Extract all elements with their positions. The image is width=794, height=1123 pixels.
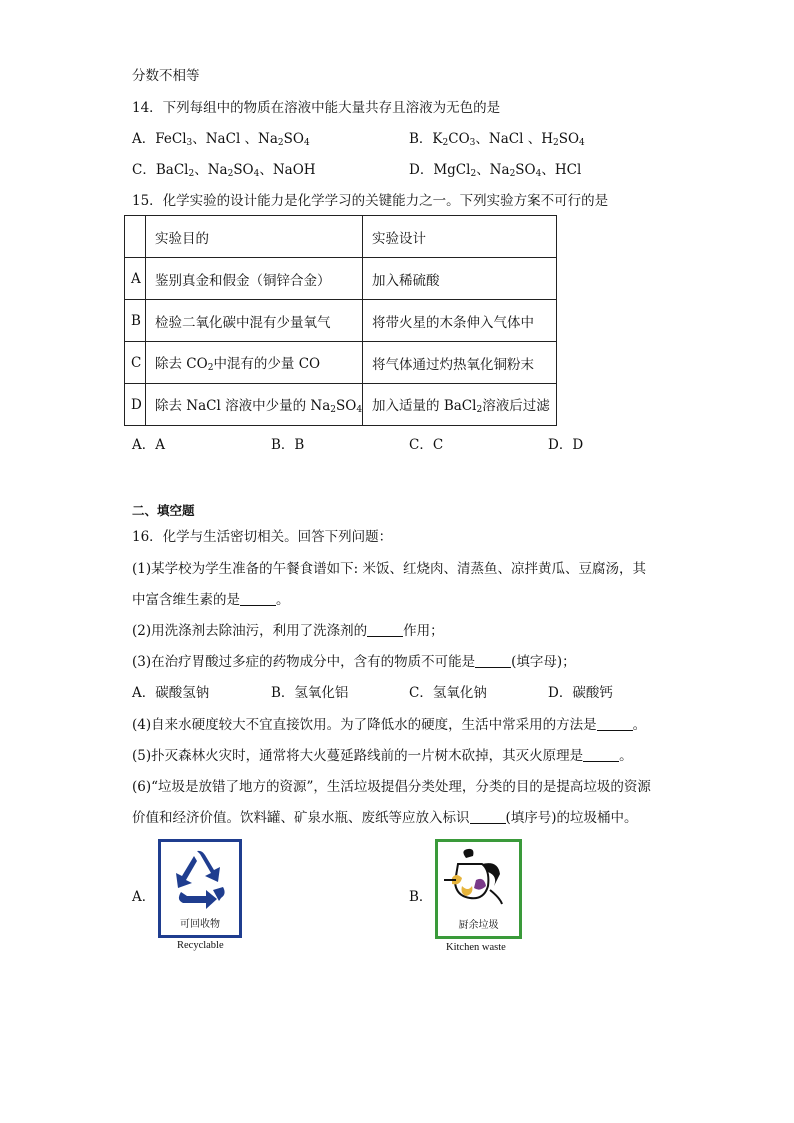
q16-option-b[interactable]: B．氢氧化铝 (271, 685, 349, 701)
recyclable-sign-text: 可回收物 (180, 919, 220, 930)
q16-part6-line1: (6)“垃圾是放错了地方的资源”，生活垃圾提倡分类处理，分类的目的是提高垃圾的资源 (132, 779, 651, 795)
bin-option-a-label: A． (132, 889, 156, 905)
q16-part1-line1: (1)某学校为学生准备的午餐食谱如下: 米饭、红烧肉、清蒸鱼、凉拌黄瓜、豆腐汤，其 (132, 561, 646, 577)
q16-part1-line2: 中富含维生素的是 。 (132, 592, 290, 608)
q16-option-d[interactable]: D．碳酸钙 (548, 685, 613, 701)
answer-blank[interactable] (583, 748, 619, 762)
answer-blank[interactable] (367, 623, 403, 637)
q14-stem: 14．下列每组中的物质在溶液中能大量共存且溶液为无色的是 (132, 100, 501, 116)
header-design: 实验设计 (363, 216, 557, 258)
header-purpose: 实验目的 (146, 216, 363, 258)
q15-answer-b[interactable]: B．B (271, 437, 305, 453)
q14-option-d[interactable]: D．MgCl$_2$、$Na_2SO_4$、HCl (409, 162, 582, 179)
q14-option-b[interactable]: B．$K_2CO_3$、NaCl 、$H_2SO_4$ (409, 131, 585, 148)
food-waste-icon (438, 846, 519, 912)
q16-option-a[interactable]: A．碳酸氢钠 (132, 685, 210, 701)
kitchen-waste-sign[interactable] (435, 839, 522, 939)
q15-answer-c[interactable]: C．C (409, 437, 444, 453)
table-row: D 除去 NaCl 溶液中少量的 $Na_2SO_4$ 加入适量的 BaCl$_2$溶液后过滤 (125, 384, 557, 426)
q15-answer-a[interactable]: A．A (132, 437, 165, 453)
q16-part5: (5)扑灭森林火灾时，通常将大火蔓延路线前的一片树木砍掉，其灭火原理是 。 (132, 748, 633, 764)
section-title: 二、填空题 (132, 503, 195, 518)
q14-option-a[interactable]: A．FeCl$_3$、NaCl 、$Na_2SO_4$ (132, 131, 310, 148)
kitchen-waste-sign-text: 厨余垃圾 (458, 920, 499, 931)
recycle-icon (161, 846, 239, 912)
recyclable-sign[interactable] (158, 839, 242, 938)
table-row: B 检验二氧化碳中混有少量氧气 将带火星的木条伸入气体中 (125, 300, 557, 342)
q16-part4: (4)自来水硬度较大不宜直接饮用。为了降低水的硬度，生活中常采用的方法是 。 (132, 717, 647, 733)
table-row: A 鉴别真金和假金（铜锌合金） 加入稀硫酸 (125, 258, 557, 300)
recyclable-caption: Recyclable (177, 940, 224, 951)
q16-option-c[interactable]: C．氢氧化钠 (409, 685, 487, 701)
q15-answer-d[interactable]: D．D (548, 437, 584, 453)
top-text: 分数不相等 (132, 68, 200, 84)
answer-blank[interactable] (470, 810, 506, 824)
bin-option-b-label: B． (409, 889, 433, 905)
kitchen-waste-caption: Kitchen waste (446, 942, 506, 953)
table-header-row (125, 216, 557, 258)
q14-option-c[interactable]: C．BaCl$_2$、$Na_2SO_4$、NaOH (132, 162, 316, 179)
answer-blank[interactable] (475, 654, 511, 668)
answer-blank[interactable] (597, 717, 633, 731)
q15-stem: 15．化学实验的设计能力是化学学习的关键能力之一。下列实验方案不可行的是 (132, 193, 609, 209)
q16-stem: 16．化学与生活密切相关。回答下列问题： (132, 529, 393, 545)
q16-part6-line2: 价值和经济价值。饮料罐、矿泉水瓶、废纸等应放入标识 (填序号)的垃圾桶中。 (132, 810, 638, 826)
table-row: C 除去 $CO_2$中混有的少量 CO 将气体通过灼热氧化铜粉末 (125, 342, 557, 384)
q16-part3: (3)在治疗胃酸过多症的药物成分中，含有的物质不可能是 (填字母)； (132, 654, 576, 670)
experiment-table (124, 215, 557, 426)
q16-part2: (2)用洗涤剂去除油污，利用了洗涤剂的 作用； (132, 623, 444, 639)
answer-blank[interactable] (240, 592, 276, 606)
